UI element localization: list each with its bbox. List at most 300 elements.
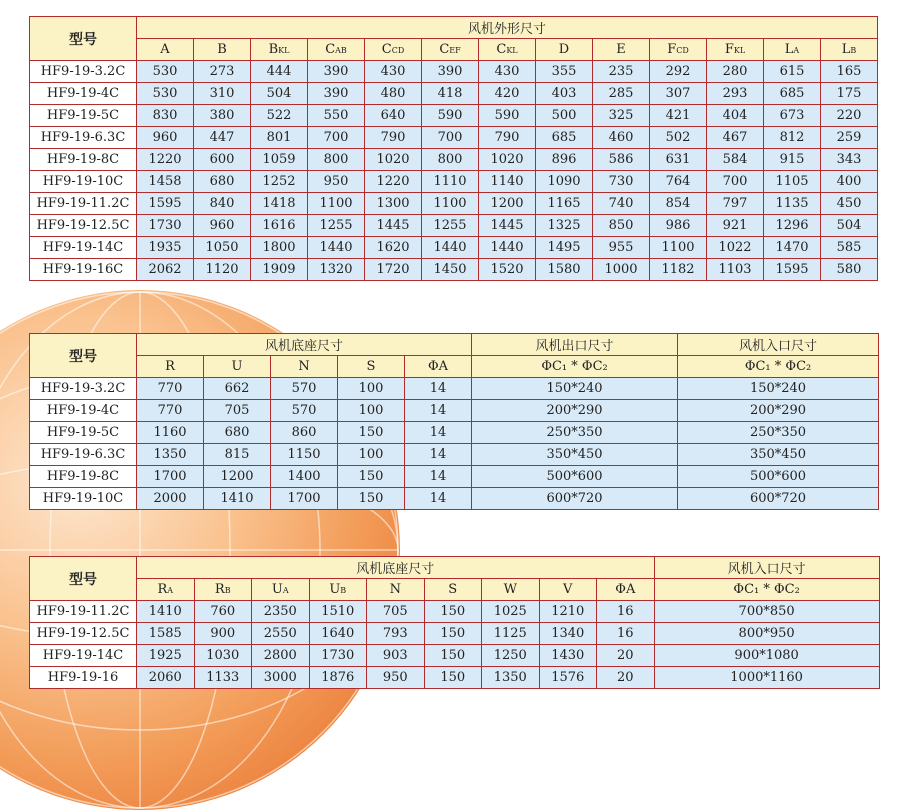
value-cell: 2800 [252, 645, 310, 667]
column-label-subscript: B [850, 46, 857, 55]
column-header [251, 39, 308, 61]
value-cell: 150 [424, 645, 482, 667]
value-cell: 1440 [479, 237, 536, 259]
table-row [30, 237, 878, 259]
table-row [30, 105, 878, 127]
value-cell: 860 [271, 422, 338, 444]
table-row [30, 623, 880, 645]
value-cell: 430 [479, 61, 536, 83]
outlet-value-cell: 150*240 [472, 378, 678, 400]
column-label: R [157, 582, 168, 597]
value-cell: 770 [137, 378, 204, 400]
column-header [424, 579, 482, 601]
column-label: L [784, 42, 794, 57]
value-cell: 770 [137, 400, 204, 422]
column-header [593, 39, 650, 61]
value-cell: 590 [479, 105, 536, 127]
value-cell: 1182 [650, 259, 707, 281]
model-cell: HF9-19-12.5C [30, 215, 137, 237]
model-cell: HF9-19-12.5C [30, 623, 137, 645]
column-label: B [217, 42, 227, 57]
column-header [650, 39, 707, 61]
column-label-subscript: A [167, 586, 174, 595]
value-cell: 1350 [482, 667, 540, 689]
value-cell: 447 [194, 127, 251, 149]
value-cell: 1730 [309, 645, 367, 667]
column-label-subscript: CD [391, 46, 405, 55]
model-cell: HF9-19-14C [30, 237, 137, 259]
outlet-group-header: 风机出口尺寸 [472, 334, 678, 356]
value-cell: 14 [405, 378, 472, 400]
value-cell: 504 [251, 83, 308, 105]
value-cell: 1445 [365, 215, 422, 237]
value-cell: 150 [424, 601, 482, 623]
outlet-value-cell: 350*450 [472, 444, 678, 466]
inlet-group-header: 风机入口尺寸 [654, 557, 879, 579]
value-cell: 444 [251, 61, 308, 83]
value-cell: 1160 [137, 422, 204, 444]
model-cell: HF9-19-10C [30, 488, 137, 510]
value-cell: 150 [424, 623, 482, 645]
column-header: S [338, 356, 405, 378]
value-cell: 400 [821, 171, 878, 193]
inlet-value-cell: 600*720 [678, 488, 879, 510]
value-cell: 220 [821, 105, 878, 127]
value-cell: 1220 [365, 171, 422, 193]
value-cell: 390 [308, 61, 365, 83]
value-cell: 800 [422, 149, 479, 171]
column-label-subscript: B [340, 586, 347, 595]
value-cell: 1252 [251, 171, 308, 193]
value-cell: 1296 [764, 215, 821, 237]
model-cell: HF9-19-4C [30, 83, 137, 105]
value-cell: 680 [194, 171, 251, 193]
table-row [30, 400, 879, 422]
value-cell: 550 [308, 105, 365, 127]
value-cell: 100 [338, 378, 405, 400]
value-cell: 585 [821, 237, 878, 259]
value-cell: 1418 [251, 193, 308, 215]
value-cell: 390 [422, 61, 479, 83]
value-cell: 1510 [309, 601, 367, 623]
value-cell: 1050 [194, 237, 251, 259]
value-cell: 3000 [252, 667, 310, 689]
value-cell: 955 [593, 237, 650, 259]
value-cell: 1140 [479, 171, 536, 193]
column-header: U [204, 356, 271, 378]
value-cell: 1020 [479, 149, 536, 171]
value-cell: 793 [367, 623, 425, 645]
value-cell: 1103 [707, 259, 764, 281]
value-cell: 2550 [252, 623, 310, 645]
column-label-subscript: EF [449, 46, 461, 55]
value-cell: 1022 [707, 237, 764, 259]
value-cell: 1700 [137, 466, 204, 488]
table-row [30, 83, 878, 105]
inlet-column-header: ΦC₁ * ΦC₂ [678, 356, 879, 378]
column-label: F [724, 42, 734, 57]
table-row [30, 378, 879, 400]
inlet-value-cell: 500*600 [678, 466, 879, 488]
value-cell: 1250 [482, 645, 540, 667]
value-cell: 14 [405, 422, 472, 444]
column-label: N [389, 582, 401, 597]
table-row [30, 171, 878, 193]
outlet-value-cell: 200*290 [472, 400, 678, 422]
value-cell: 280 [707, 61, 764, 83]
value-cell: 1150 [271, 444, 338, 466]
inlet-value-cell: 200*290 [678, 400, 879, 422]
table-row [30, 193, 878, 215]
value-cell: 1580 [536, 259, 593, 281]
value-cell: 1220 [137, 149, 194, 171]
value-cell: 685 [764, 83, 821, 105]
column-label: C [439, 42, 450, 57]
column-label: C [381, 42, 392, 57]
value-cell: 450 [821, 193, 878, 215]
value-cell: 530 [137, 61, 194, 83]
column-header: ΦA [405, 356, 472, 378]
value-cell: 175 [821, 83, 878, 105]
value-cell: 950 [367, 667, 425, 689]
value-cell: 235 [593, 61, 650, 83]
outlet-value-cell: 250*350 [472, 422, 678, 444]
value-cell: 1025 [482, 601, 540, 623]
value-cell: 1909 [251, 259, 308, 281]
column-header [137, 39, 194, 61]
value-cell: 430 [365, 61, 422, 83]
table-row [30, 127, 878, 149]
value-cell: 705 [204, 400, 271, 422]
base-group-header: 风机底座尺寸 [137, 334, 472, 356]
value-cell: 307 [650, 83, 707, 105]
inlet-value-cell: 800*950 [654, 623, 879, 645]
value-cell: 1200 [204, 466, 271, 488]
table-row [30, 601, 880, 623]
value-cell: 1585 [137, 623, 195, 645]
column-label: L [841, 42, 851, 57]
value-cell: 1000 [593, 259, 650, 281]
value-cell: 1576 [539, 667, 597, 689]
value-cell: 500 [536, 105, 593, 127]
value-cell: 662 [204, 378, 271, 400]
value-cell: 2062 [137, 259, 194, 281]
column-label: R [214, 582, 225, 597]
value-cell: 380 [194, 105, 251, 127]
value-cell: 1135 [764, 193, 821, 215]
value-cell: 292 [650, 61, 707, 83]
value-cell: 790 [479, 127, 536, 149]
column-header [194, 579, 252, 601]
model-header: 型号 [30, 557, 137, 601]
value-cell: 1640 [309, 623, 367, 645]
value-cell: 1876 [309, 667, 367, 689]
value-cell: 504 [821, 215, 878, 237]
value-cell: 673 [764, 105, 821, 127]
value-cell: 1133 [194, 667, 252, 689]
value-cell: 403 [536, 83, 593, 105]
value-cell: 790 [365, 127, 422, 149]
value-cell: 20 [597, 645, 655, 667]
model-cell: HF9-19-16C [30, 259, 137, 281]
table-row [30, 444, 879, 466]
value-cell: 1165 [536, 193, 593, 215]
model-cell: HF9-19-5C [30, 105, 137, 127]
value-cell: 764 [650, 171, 707, 193]
value-cell: 680 [204, 422, 271, 444]
value-cell: 390 [308, 83, 365, 105]
value-cell: 1450 [422, 259, 479, 281]
table-row [30, 422, 879, 444]
value-cell: 631 [650, 149, 707, 171]
value-cell: 150 [338, 466, 405, 488]
value-cell: 1935 [137, 237, 194, 259]
value-cell: 1200 [479, 193, 536, 215]
column-label: A [160, 42, 170, 57]
model-cell: HF9-19-4C [30, 400, 137, 422]
value-cell: 1325 [536, 215, 593, 237]
value-cell: 960 [194, 215, 251, 237]
value-cell: 530 [137, 83, 194, 105]
value-cell: 1595 [137, 193, 194, 215]
table-row [30, 215, 878, 237]
value-cell: 1410 [137, 601, 195, 623]
column-header [194, 39, 251, 61]
model-cell: HF9-19-8C [30, 149, 137, 171]
model-header: 型号 [30, 17, 137, 61]
value-cell: 730 [593, 171, 650, 193]
group-header: 风机外形尺寸 [137, 17, 878, 39]
value-cell: 310 [194, 83, 251, 105]
value-cell: 700 [308, 127, 365, 149]
value-cell: 355 [536, 61, 593, 83]
fan-dimensions-table [29, 16, 878, 281]
table-row [30, 667, 880, 689]
table-row [30, 149, 878, 171]
column-header [539, 579, 597, 601]
value-cell: 14 [405, 400, 472, 422]
value-cell: 921 [707, 215, 764, 237]
value-cell: 760 [194, 601, 252, 623]
column-header [422, 39, 479, 61]
value-cell: 1410 [204, 488, 271, 510]
value-cell: 586 [593, 149, 650, 171]
value-cell: 1105 [764, 171, 821, 193]
fan-base-outlet-inlet-table [29, 333, 879, 510]
value-cell: 460 [593, 127, 650, 149]
value-cell: 1255 [422, 215, 479, 237]
value-cell: 150 [424, 667, 482, 689]
value-cell: 150 [338, 422, 405, 444]
value-cell: 150 [338, 488, 405, 510]
column-label: U [271, 582, 283, 597]
value-cell: 570 [271, 400, 338, 422]
value-cell: 1030 [194, 645, 252, 667]
base-group-header: 风机底座尺寸 [137, 557, 655, 579]
value-cell: 1440 [422, 237, 479, 259]
model-cell: HF9-19-11.2C [30, 601, 137, 623]
value-cell: 1520 [479, 259, 536, 281]
value-cell: 343 [821, 149, 878, 171]
value-cell: 812 [764, 127, 821, 149]
value-cell: 285 [593, 83, 650, 105]
value-cell: 815 [204, 444, 271, 466]
inlet-value-cell: 150*240 [678, 378, 879, 400]
value-cell: 1616 [251, 215, 308, 237]
model-header: 型号 [30, 334, 137, 378]
value-cell: 700 [707, 171, 764, 193]
value-cell: 1090 [536, 171, 593, 193]
column-label: E [616, 42, 626, 57]
value-cell: 584 [707, 149, 764, 171]
value-cell: 1340 [539, 623, 597, 645]
column-header [597, 579, 655, 601]
column-label-subscript: A [282, 586, 289, 595]
value-cell: 421 [650, 105, 707, 127]
value-cell: 1210 [539, 601, 597, 623]
column-label: C [325, 42, 336, 57]
value-cell: 900 [194, 623, 252, 645]
model-cell: HF9-19-8C [30, 466, 137, 488]
value-cell: 700 [422, 127, 479, 149]
value-cell: 640 [365, 105, 422, 127]
table-row [30, 645, 880, 667]
value-cell: 850 [593, 215, 650, 237]
model-cell: HF9-19-16 [30, 667, 137, 689]
value-cell: 801 [251, 127, 308, 149]
value-cell: 1255 [308, 215, 365, 237]
model-cell: HF9-19-6.3C [30, 127, 137, 149]
inlet-group-header: 风机入口尺寸 [678, 334, 879, 356]
inlet-column-header: ΦC₁ * ΦC₂ [654, 579, 879, 601]
column-label-subscript: A [793, 46, 800, 55]
model-cell: HF9-19-14C [30, 645, 137, 667]
column-label-subscript: CD [676, 46, 689, 55]
value-cell: 20 [597, 667, 655, 689]
value-cell: 1925 [137, 645, 195, 667]
column-header [821, 39, 878, 61]
model-cell: HF9-19-6.3C [30, 444, 137, 466]
value-cell: 800 [308, 149, 365, 171]
value-cell: 293 [707, 83, 764, 105]
column-header [367, 579, 425, 601]
column-label: W [503, 582, 517, 597]
value-cell: 1120 [194, 259, 251, 281]
inlet-value-cell: 250*350 [678, 422, 879, 444]
value-cell: 2350 [252, 601, 310, 623]
column-header [764, 39, 821, 61]
value-cell: 950 [308, 171, 365, 193]
value-cell: 685 [536, 127, 593, 149]
value-cell: 502 [650, 127, 707, 149]
value-cell: 2000 [137, 488, 204, 510]
value-cell: 1595 [764, 259, 821, 281]
value-cell: 325 [593, 105, 650, 127]
column-label: S [448, 582, 458, 597]
value-cell: 915 [764, 149, 821, 171]
column-header: N [271, 356, 338, 378]
column-label: D [558, 42, 570, 57]
model-cell: HF9-19-10C [30, 171, 137, 193]
table-row [30, 61, 878, 83]
outlet-column-header: ΦC₁ * ΦC₂ [472, 356, 678, 378]
column-header [309, 579, 367, 601]
value-cell: 404 [707, 105, 764, 127]
column-label: B [268, 42, 279, 57]
outlet-value-cell: 600*720 [472, 488, 678, 510]
value-cell: 2060 [137, 667, 195, 689]
value-cell: 165 [821, 61, 878, 83]
value-cell: 1495 [536, 237, 593, 259]
value-cell: 1700 [271, 488, 338, 510]
value-cell: 590 [422, 105, 479, 127]
table-row [30, 259, 878, 281]
column-header [365, 39, 422, 61]
value-cell: 1730 [137, 215, 194, 237]
value-cell: 1458 [137, 171, 194, 193]
value-cell: 273 [194, 61, 251, 83]
value-cell: 797 [707, 193, 764, 215]
model-cell: HF9-19-3.2C [30, 61, 137, 83]
inlet-value-cell: 1000*1160 [654, 667, 879, 689]
value-cell: 1320 [308, 259, 365, 281]
value-cell: 420 [479, 83, 536, 105]
value-cell: 467 [707, 127, 764, 149]
column-header [536, 39, 593, 61]
inlet-value-cell: 700*850 [654, 601, 879, 623]
value-cell: 986 [650, 215, 707, 237]
value-cell: 1110 [422, 171, 479, 193]
column-header: R [137, 356, 204, 378]
value-cell: 740 [593, 193, 650, 215]
value-cell: 830 [137, 105, 194, 127]
column-label: ΦA [615, 582, 636, 597]
value-cell: 1620 [365, 237, 422, 259]
value-cell: 1100 [650, 237, 707, 259]
column-label: F [667, 42, 677, 57]
column-label: U [329, 582, 341, 597]
value-cell: 14 [405, 466, 472, 488]
value-cell: 854 [650, 193, 707, 215]
value-cell: 580 [821, 259, 878, 281]
column-header [479, 39, 536, 61]
fan-base-inlet-large-table [29, 556, 880, 689]
value-cell: 1059 [251, 149, 308, 171]
value-cell: 1300 [365, 193, 422, 215]
value-cell: 259 [821, 127, 878, 149]
value-cell: 896 [536, 149, 593, 171]
value-cell: 100 [338, 400, 405, 422]
model-cell: HF9-19-3.2C [30, 378, 137, 400]
value-cell: 570 [271, 378, 338, 400]
value-cell: 16 [597, 623, 655, 645]
inlet-value-cell: 350*450 [678, 444, 879, 466]
value-cell: 615 [764, 61, 821, 83]
value-cell: 14 [405, 444, 472, 466]
value-cell: 1125 [482, 623, 540, 645]
table-row [30, 488, 879, 510]
model-cell: HF9-19-11.2C [30, 193, 137, 215]
column-header [137, 579, 195, 601]
value-cell: 1470 [764, 237, 821, 259]
value-cell: 522 [251, 105, 308, 127]
value-cell: 1400 [271, 466, 338, 488]
column-label: V [563, 582, 573, 597]
inlet-value-cell: 900*1080 [654, 645, 879, 667]
column-header [482, 579, 540, 601]
value-cell: 840 [194, 193, 251, 215]
value-cell: 1720 [365, 259, 422, 281]
